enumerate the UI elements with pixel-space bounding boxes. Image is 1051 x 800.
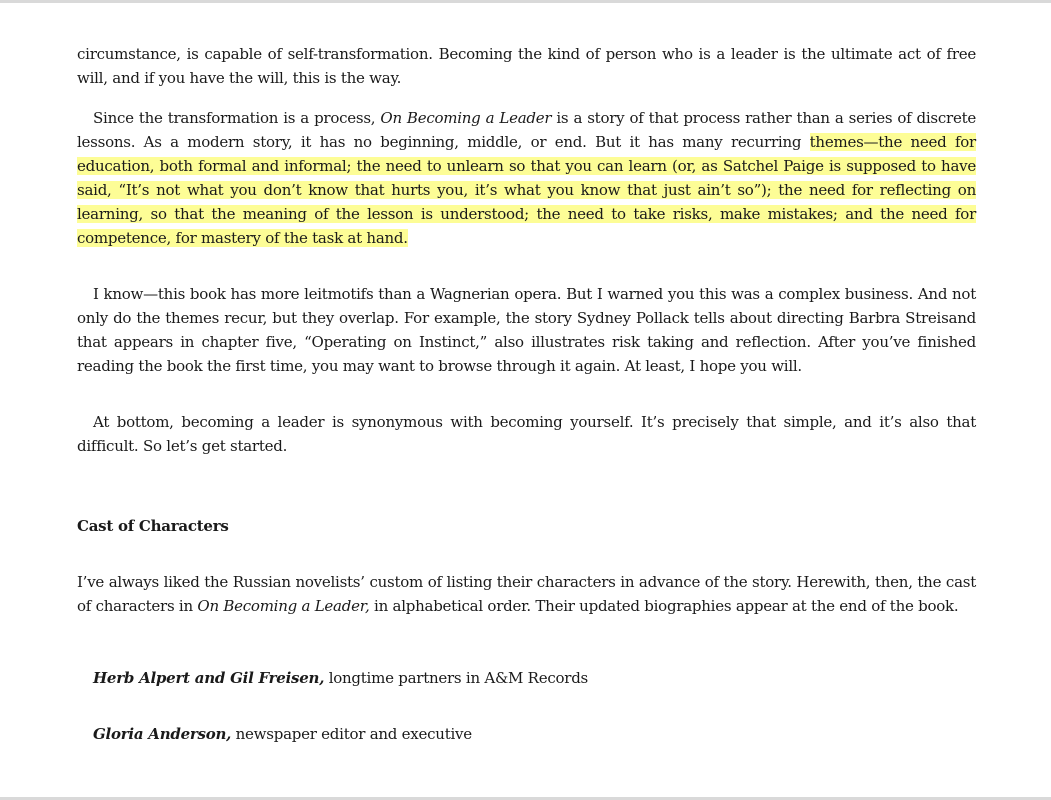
character-name: Gloria Anderson, <box>93 725 232 743</box>
paragraph-4-text: At bottom, becoming a leader is synonymous with becoming yourself. It’s precisely that simple, and it’s also that difficult. So let’s get started. <box>77 413 976 455</box>
document-page <box>77 42 976 746</box>
book-title-2: On Becoming a Leader, <box>197 597 370 615</box>
paragraph-4 <box>77 410 976 458</box>
paragraph-2 <box>77 106 976 250</box>
character-entry <box>77 666 976 690</box>
paragraph-2-text-a: Since the transformation is a process, <box>93 109 381 127</box>
paragraph-3-text: I know—this book has more leitmotifs than a Wagnerian opera. But I warned you this was a complex business. And not only do the themes recur, but they overlap. For example, the story Sydney Pollack tells about directing Barbra Streisand that appears in chapter five, “Operating on Instinct,” also illustrates risk taking and reflection. After you’ve finished reading the book the first time, you may want to browse through it again. At least, I hope you will. <box>77 285 976 375</box>
page-top-border <box>0 0 1051 3</box>
book-title: On Becoming a Leader <box>380 109 552 127</box>
character-description: newspaper editor and executive <box>231 725 472 743</box>
highlighted-passage[interactable]: themes—the need for education, both formal and informal; the need to unlearn so that you can learn (or, as Satchel Paige is supposed to have said, “It’s not what you don’t know that hurts you, it’s what you know that just ain’t so”); the need for reflecting on learning, so that the meaning of the lesson is understood; the need to take risks, make mistakes; and the need for competence, for mastery of the task at hand. <box>77 133 976 247</box>
paragraph-5 <box>77 570 976 618</box>
paragraph-1-text: circumstance, is capable of self-transformation. Becoming the kind of person who is a leader is the ultimate act of free will, and if you have the will, this is the way. <box>77 45 976 87</box>
paragraph-3 <box>77 282 976 378</box>
section-heading: Cast of Characters <box>77 517 229 535</box>
paragraph-2-text-b: is a story of that process rather than a series of discrete lessons. As a modern story, it has no beginning, middle, or end. But it has many recurring <box>77 109 976 151</box>
character-name: Herb Alpert and Gil Freisen, <box>93 669 325 687</box>
character-entry <box>77 722 976 746</box>
character-description: longtime partners in A&M Records <box>324 669 589 687</box>
paragraph-1 <box>77 42 976 90</box>
paragraph-5-text-a: I’ve always liked the Russian novelists’ custom of listing their characters in advance of the story. Herewith, then, the cast of characters in <box>77 573 976 615</box>
paragraph-5-text-b: in alphabetical order. Their updated biographies appear at the end of the book. <box>369 597 959 615</box>
